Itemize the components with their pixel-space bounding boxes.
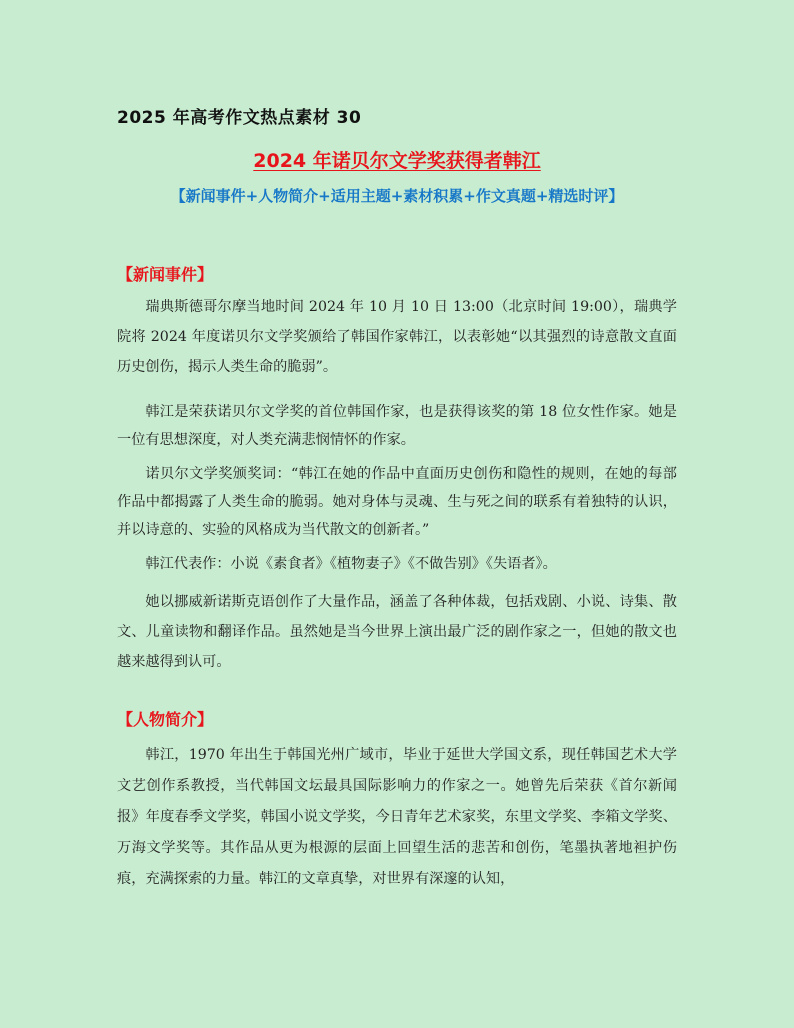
news-paragraph: 瑞典斯德哥尔摩当地时间 2024 年 10 月 10 日 13:00（北京时间 19:00），瑞典学院将 2024 年度诺贝尔文学奖颁给了韩国作家韩江，以表彰她“以其强烈的诗意散文直面历史创伤，揭示人类生命的脆弱”。 <box>117 299 677 375</box>
news-paragraph: 诺贝尔文学奖颁奖词：“韩江在她的作品中直面历史创伤和隐性的规则，在她的每部作品中都揭露了人类生命的脆弱。她对身体与灵魂、生与死之间的联系有着独特的认识，并以诗意的、实验的风格成为当代散文的创新者。” <box>117 466 677 538</box>
news-paragraph: 韩江代表作：小说《素食者》《植物妻子》《不做告别》《失语者》。 <box>145 556 557 572</box>
section-heading-news: 【新闻事件】 <box>117 265 214 284</box>
document-title: 2024 年诺贝尔文学奖获得者韩江 <box>253 150 541 172</box>
news-paragraph: 她以挪威新诺斯克语创作了大量作品，涵盖了各种体裁，包括戏剧、小说、诗集、散文、儿童读物和翻译作品。虽然她是当今世界上演出最广泛的剧作家之一，但她的散文也越来越得到认可。 <box>117 594 677 670</box>
document-subtitle: 【新闻事件+人物简介+适用主题+素材积累+作文真题+精选时评】 <box>170 187 624 205</box>
series-label: 2025 年高考作文热点素材 30 <box>117 108 362 128</box>
section-heading-profile: 【人物简介】 <box>117 710 214 729</box>
profile-paragraph: 韩江，1970 年出生于韩国光州广域市，毕业于延世大学国文系，现任韩国艺术大学文艺创作系教授，当代韩国文坛最具国际影响力的作家之一。她曾先后荣获《首尔新闻报》年度春季文学奖，韩国小说文学奖，今日青年艺术家奖，东里文学奖、李箱文学奖、万海文学奖等。其作品从更为根源的层面上回望生活的悲苦和创伤，笔墨执著地袒护伤痕，充满探索的力量。韩江的文章真挚，对世界有深邃的认知， <box>117 747 677 887</box>
news-paragraph: 韩江是荣获诺贝尔文学奖的首位韩国作家，也是获得该奖的第 18 位女性作家。她是一位有思想深度，对人类充满悲悯情怀的作家。 <box>117 404 677 448</box>
